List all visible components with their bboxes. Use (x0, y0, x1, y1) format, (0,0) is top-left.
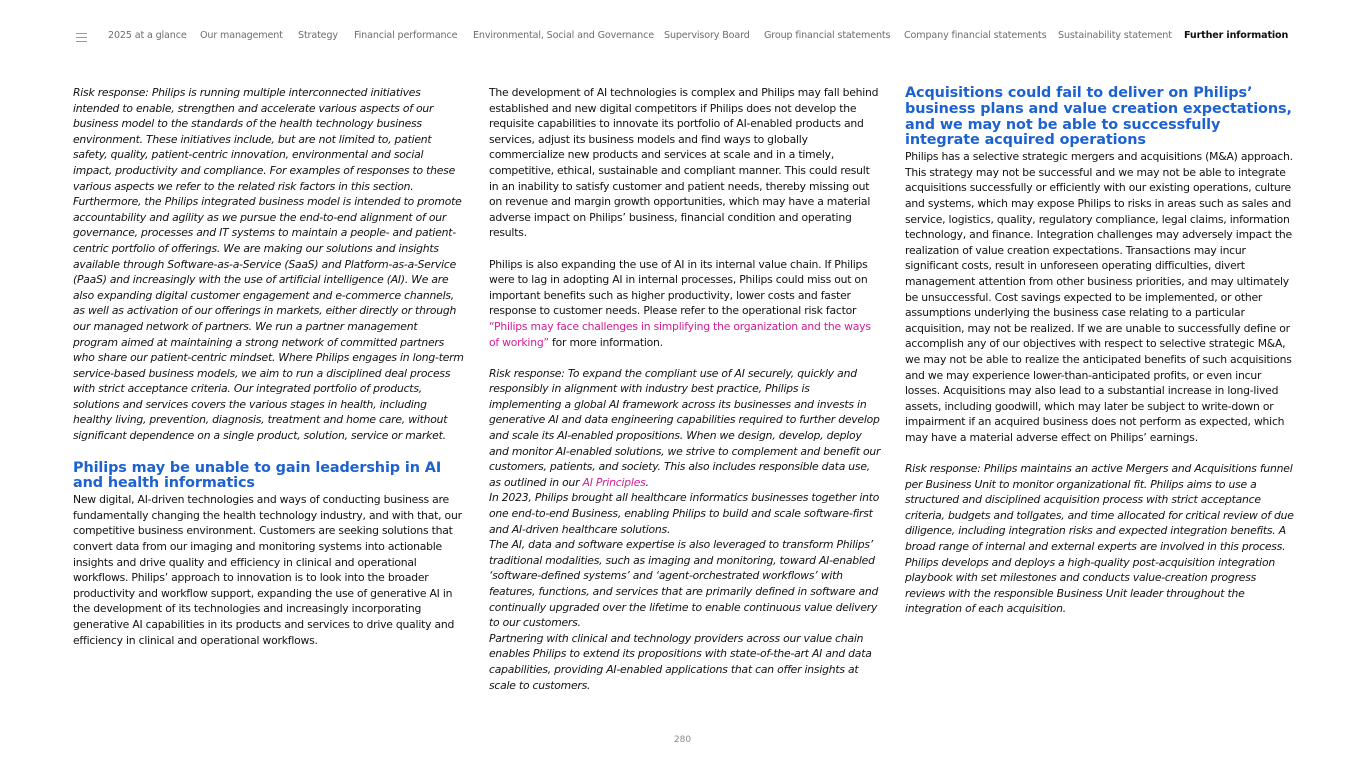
column-middle (489, 85, 881, 693)
risk-factor-link[interactable]: “Philips may face challenges in simplifying the organization and the ways of working” (489, 319, 871, 349)
nav-item-financial-performance[interactable]: Financial performance (354, 30, 458, 41)
risk-response-paragraph: The AI, data and software expertise is also leveraged to transform Philips’ traditional modalities, such as imaging and monitoring, toward AI-enabled ‘software-defined systems’ and ‘agent-orchestrated workflows’ with features, functions, and services that are primarily defined in software and continually upgraded over the lifetime to enable continuous value delivery to our customers. (489, 538, 879, 630)
body-paragraph: The development of AI technologies is complex and Philips may fall behind established and new digital competitors if Philips does not develop the requisite capabilities to innovate its portfolio of AI-enabled products and services, adjust its business models and find ways to globally commercialize new products and services at scale and in a timely, competitive, ethical, sustainable and compliant manner. This could result in an inability to satisfy customer and patient needs, thereby missing out on revenue and margin growth opportunities, which may have a material adverse impact on Philips’ business, financial condition and operating results. (489, 86, 879, 240)
page-number: 280 (673, 735, 692, 745)
hamburger-menu-icon[interactable] (76, 33, 87, 42)
paragraph-text: Risk response: To expand the compliant use of AI securely, quickly and responsibly in alignment with industry best practice, Philips is implementing a global AI framework across its businesses and invests in generative AI and data engineering capabilities required to further develop and scale its AI-enabled propositions. When we design, develop, deploy and monitor AI-enabled solutions, we strive to complement and benefit our customers, patients, and society. This also includes responsible data use, as outlined in our (489, 366, 881, 489)
section-heading-ai-leadership: Philips may be unable to gain leadership in AI and health informatics (73, 459, 442, 492)
paragraph-text: . (645, 475, 649, 489)
top-navigation (0, 28, 1365, 46)
nav-item-sustainability-statement[interactable]: Sustainability statement (1058, 30, 1172, 41)
nav-item-company-financial-statements[interactable]: Company financial statements (904, 30, 1047, 41)
nav-item-group-financial-statements[interactable]: Group financial statements (764, 30, 891, 41)
ai-principles-link[interactable]: AI Principles (582, 475, 646, 489)
body-paragraph: Philips has a selective strategic mergers and acquisitions (M&A) approach. This strategy may not be successful and we may not be able to integrate acquisitions successfully or efficiently with our existing operations, culture and systems, which may expose Philips to risks in areas such as sales and service, logistics, quality, regulatory compliance, legal claims, information technology, and finance. Integration challenges may adversely impact the realization of value creation expectations. Transactions may incur significant costs, result in unforeseen operating difficulties, divert management attention from other business priorities, and may ultimately be unsuccessful. Cost savings expected to be implemented, or other assumptions underlying the business case relating to a particular acquisition, may not be realized. If we are unable to successfully define or accomplish any of our objectives with respect to selective strategic M&A, we may not be able to realize the anticipated benefits of such acquisitions and we may experience lower-than-anticipated profits, or even incur losses. Acquisitions may also lead to a substantial increase in long-lived assets, including goodwill, which may later be subject to write-down or impairment if an acquired business does not perform as expected, which may have a material adverse effect on Philips’ earnings. (905, 150, 1293, 444)
risk-response-paragraph: Risk response: Philips is running multiple interconnected initiatives intended to enable, strengthen and accelerate various aspects of our business model to the standards of the health technology business environment. These initiatives include, but are not limited to, patient safety, quality, patient-centric innovation, environmental and social impact, productivity and compliance. For examples of responses to these various aspects we refer to the related risk factors in this section. Furthermore, the Philips integrated business model is intended to promote accountability and agility as we pursue the end-to-end alignment of our governance, processes and IT systems to maintain a people- and patient-centric portfolio of offerings. We are making our solutions and insights available through Software-as-a-Service (SaaS) and Platform-as-a-Service (PaaS) and increasingly with the use of artificial intelligence (AI). We are also expanding digital customer engagement and e-commerce channels, as well as activation of our offerings in markets, either directly or through our managed network of partners. We run a partner management program aimed at maintaining a strong network of committed partners who share our patient-centric mindset. Where Philips engages in long-term service-based business models, we aim to run a disciplined deal process with strict acceptance criteria. Our integrated portfolio of products, solutions and services covers the various stages in health, including healthy living, prevention, diagnosis, treatment and home care, without significant dependence on a single product, solution, service or market. (73, 86, 464, 443)
nav-item-esg[interactable]: Environmental, Social and Governance (473, 30, 654, 41)
nav-item-2025-at-a-glance[interactable]: 2025 at a glance (108, 30, 187, 41)
risk-response-paragraph: Risk response: Philips maintains an active Mergers and Acquisitions funnel per Business Unit to monitor organizational fit. Philips aims to use a structured and disciplined acquisition process with strict acceptance criteria, budgets and tollgates, and time allocated for critical review of due diligence, including integration risks and expected integration benefits. A broad range of internal and external experts are involved in this process. Philips develops and deploys a high-quality post-acquisition integration playbook with set milestones and conducts value-creation progress reviews with the responsible Business Unit leader throughout the integration of each acquisition. (905, 462, 1294, 616)
nav-item-supervisory-board[interactable]: Supervisory Board (664, 30, 750, 41)
nav-item-strategy[interactable]: Strategy (298, 30, 338, 41)
column-right (905, 86, 1297, 617)
paragraph-text: Philips is also expanding the use of AI in its internal value chain. If Philips were to lag in adopting AI in internal processes, Philips could miss out on important benefits such as higher productivity, lower costs and faster response to customer needs. Please refer to the operational risk factor (489, 257, 868, 318)
body-paragraph: New digital, AI-driven technologies and ways of conducting business are fundamentally changing the health technology industry, and with that, our competitive business environment. Customers are seeking solutions that convert data from our imaging and monitoring systems into actionable insights and drive quality and efficiency in clinical and operational workflows. Philips’ approach to innovation is to look into the broader productivity and workflow support, expanding the use of generative AI in the development of its technologies and increasingly incorporating generative AI capabilities in its products and services to drive quality and efficiency in clinical and operational workflows. (73, 493, 462, 647)
paragraph-text: for more information. (548, 335, 663, 349)
risk-response-paragraph: In 2023, Philips brought all healthcare informatics businesses together into one end-to-end Business, enabling Philips to build and scale software-first and AI-driven healthcare solutions. (489, 491, 880, 536)
risk-response-paragraph (489, 366, 881, 491)
nav-item-further-information[interactable]: Further information (1184, 30, 1289, 41)
section-heading-acquisitions: Acquisitions could fail to deliver on Philips’ business plans and value creation expectations, and we may not be able to successfully integrate acquired operations (905, 85, 1292, 149)
column-left (73, 85, 465, 648)
body-paragraph-with-link (489, 257, 881, 351)
risk-response-paragraph: Partnering with clinical and technology providers across our value chain enables Philips to extend its propositions with state-of-the-art AI and data capabilities, providing AI-enabled applications that can offer insights at scale to customers. (489, 631, 872, 692)
nav-item-our-management[interactable]: Our management (200, 30, 283, 41)
